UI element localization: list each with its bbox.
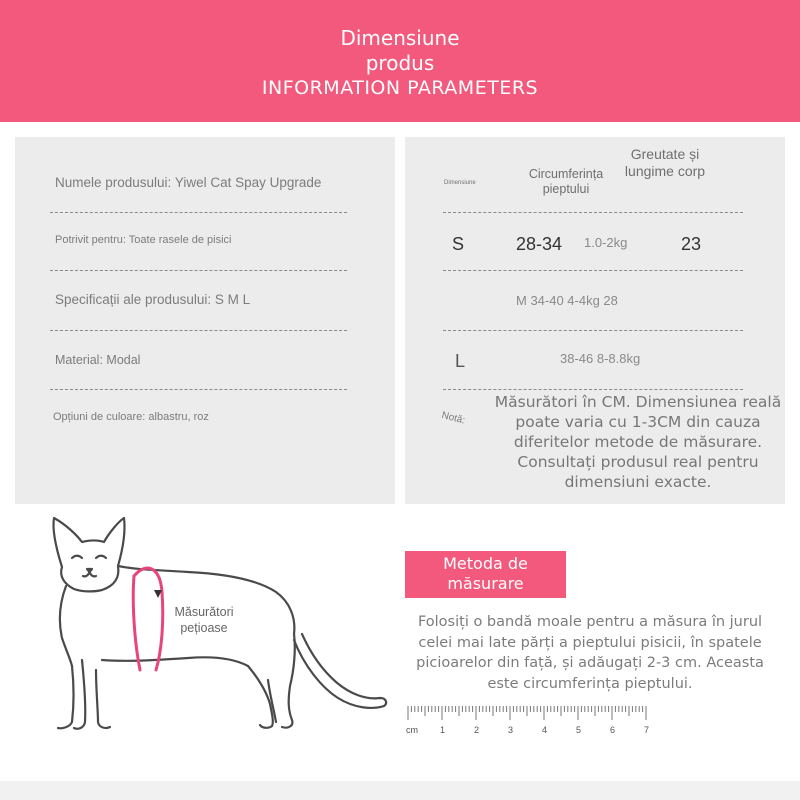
header-title-line2: produs xyxy=(365,51,435,75)
ruler-label: 5 xyxy=(576,725,582,735)
measurement-label-line1: Măsurători xyxy=(174,605,234,619)
product-info-panel xyxy=(15,137,395,504)
divider xyxy=(443,330,743,331)
row-l-values: 38-46 8-8.8kg xyxy=(560,351,641,366)
row-s-weight: 1.0-2kg xyxy=(584,235,628,250)
divider xyxy=(50,212,347,213)
header-banner xyxy=(0,0,800,122)
col-weight-header xyxy=(605,146,725,180)
divider xyxy=(443,389,743,390)
ruler-label: 6 xyxy=(610,725,616,735)
row-s-chest: 28-34 xyxy=(516,234,563,254)
row-m-values: M 34-40 4-4kg 28 xyxy=(516,293,618,308)
row-l-size: L xyxy=(455,351,466,371)
product-name: Numele produsului: Yiwel Cat Spay Upgrade xyxy=(55,175,322,190)
header-title-line1: Dimensiune xyxy=(340,26,460,50)
method-title-line1: Metoda de xyxy=(443,554,528,573)
divider xyxy=(443,270,743,271)
ruler-illustration xyxy=(402,700,652,740)
ruler-label: 4 xyxy=(542,725,548,735)
measurement-label-line2: pețioase xyxy=(180,621,228,635)
method-title-badge xyxy=(405,551,566,598)
method-text: Folosiți o bandă moale pentru a măsura în jurul celei mai late părți a pieptului pisicii, în spatele picioarelor din față, și adăugați 2-3 cm. Aceasta este circumferința pieptului. xyxy=(416,614,764,692)
product-specs: Specificații ale produsului: S M L xyxy=(55,292,251,307)
product-colors: Opțiuni de culoare: albastru, roz xyxy=(53,411,209,423)
measurement-label xyxy=(164,604,244,636)
col-size-header: Dimensiune xyxy=(444,180,476,186)
divider xyxy=(50,270,347,271)
col-chest-line2: pieptului xyxy=(542,182,590,196)
ruler-label: 2 xyxy=(474,725,480,735)
row-s-size: S xyxy=(452,234,465,254)
ruler-label: 3 xyxy=(508,725,514,735)
col-weight-line1: Greutate și xyxy=(630,146,700,162)
col-chest-header xyxy=(516,167,616,197)
row-s-length: 23 xyxy=(681,234,702,254)
col-chest-line1: Circumferința xyxy=(528,167,604,181)
method-title-line2: măsurare xyxy=(447,574,524,593)
product-suitable: Potrivit pentru: Toate rasele de pisici xyxy=(55,234,232,246)
note-label: Notă: xyxy=(440,410,467,427)
note-text: Măsurători în CM. Dimensiunea reală poate varia cu 1-3CM din cauza diferitelor metode de măsurare. Consultați produsul real pentru dimensiuni exacte. xyxy=(494,393,782,491)
col-weight-line2: lungime corp xyxy=(624,163,706,179)
divider xyxy=(50,330,347,331)
footer-strip xyxy=(0,781,800,800)
product-material: Material: Modal xyxy=(55,353,141,367)
divider xyxy=(50,389,347,390)
ruler-label: 1 xyxy=(440,725,446,735)
header-subtitle: INFORMATION PARAMETERS xyxy=(261,77,539,99)
ruler-unit-label: cm xyxy=(406,725,418,735)
divider xyxy=(443,212,743,213)
ruler-label: 7 xyxy=(644,725,650,735)
